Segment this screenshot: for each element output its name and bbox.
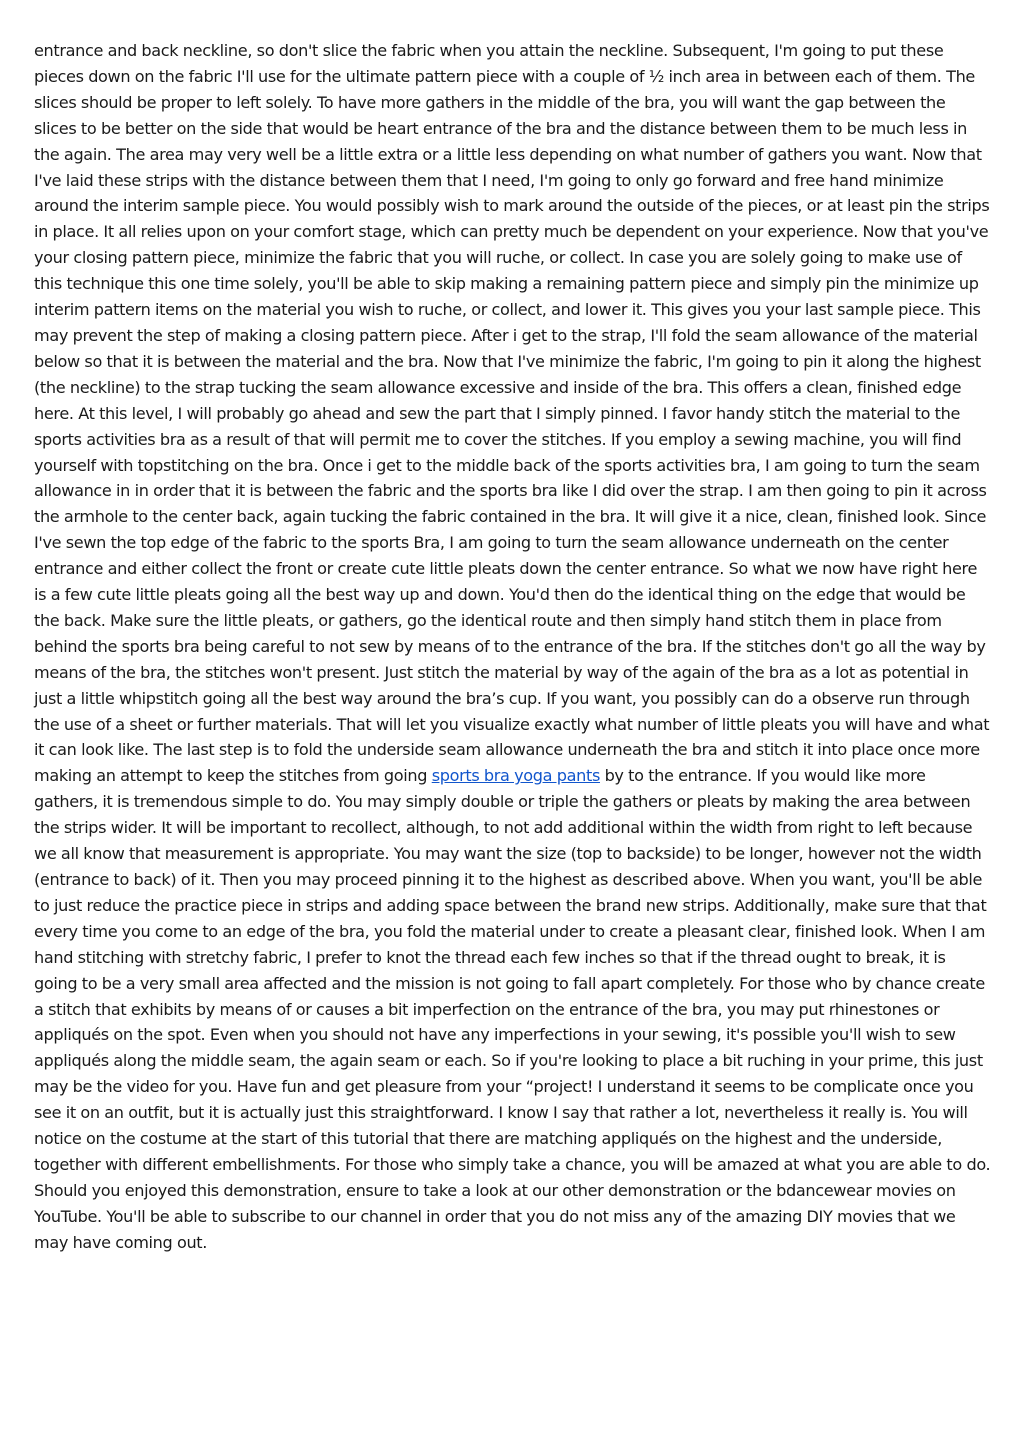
article-text-before-link: entrance and back neckline, so don't slice the fabric when you attain the neckline. Subsequent, I'm going to put these pieces down on the fabric I'll use for the ultimate pattern piece with a couple of ½ inch area in between each of them. The slices should be proper to left solely. To have more gathers in the middle of the bra, you will want the gap between the slices to be better on the side that would be heart entrance of the bra and the distance between them to be much less in the again. The area may very well be a little extra or a little less depending on what number of gathers you want. Now that I've laid these strips with the distance between them that I need, I'm going to only go forward and free hand minimize around the interim sample piece. You would possibly wish to mark around the outside of the pieces, or at least pin the strips in place. It all relies upon on your comfort stage, which can pretty much be dependent on your experience. Now that you've your closing pattern piece, minimize the fabric that you will ruche, or collect. In case you are solely going to make use of this technique this one time solely, you'll be able to skip making a remaining pattern piece and simply pin the minimize up interim pattern items on the material you wish to ruche, or collect, and lower it. This gives you your last sample piece. This may prevent the step of making a closing pattern piece. After i get to the strap, I'll fold the seam allowance of the material below so that it is between the material and the bra. Now that I've minimize the fabric, I'm going to pin it along the highest (the neckline) to the strap tucking the seam allowance excessive and inside of the bra. This offers a clean, finished edge here. At this level, I will probably go ahead and sew the part that I simply pinned. I favor handy stitch the material to the sports activities bra as a result of that will permit me to cover the stitches. If you employ a sewing machine, you will find yourself with topstitching on the bra. Once i get to the middle back of the sports activities bra, I am going to turn the seam allowance in in order that it is between the fabric and the sports bra like I did over the strap. I am then going to pin it across the armhole to the center back, again tucking the fabric contained in the bra. It will give it a nice, clean, finished look. Since I've sewn the top edge of the fabric to the sports Bra, I am going to turn the seam allowance underneath on the center entrance and either collect the front or create cute little pleats down the center entrance. So what we now have right here is a few cute little pleats going all the best way up and down. You'd then do the identical thing on the edge that would be the back. Make sure the little pleats, or gathers, go the identical route and then simply hand stitch them in place from behind the sports bra being careful to not sew by means of to the entrance of the bra. If the stitches don't go all the way by means of the bra, the stitches won't present. Just stitch the material by way of the again of the bra as a lot as potential in just a little whipstitch going all the best way around the bra’s cup. If you want, you possibly can do a observe run through the use of a sheet or further materials. That will let you visualize exactly what number of little pleats you will have and what it can look like. The last step is to fold the underside seam allowance underneath the bra and stitch it into place once more making an attempt to keep the stitches from going: [34, 41, 990, 786]
sports-bra-yoga-pants-link[interactable]: sports bra yoga pants: [431, 766, 600, 786]
article-text-after-link: by to the entrance. If you would like more gathers, it is tremendous simple to do. You may simply double or triple the gathers or pleats by making the area between the strips wider. It will be important to recollect, although, to not add additional within the width from right to left because we all know that measurement is appropriate. You may want the size (top to backside) to be longer, however not the width (entrance to back) of it. Then you may proceed pinning it to the highest as described above. When you want, you'll be able to just reduce the practice piece in strips and adding space between the brand new strips. Additionally, make sure that that every time you come to an edge of the bra, you fold the material under to create a pleasant clear, finished look. When I am hand stitching with stretchy fabric, I prefer to knot the thread each few inches so that if the thread ought to break, it is going to be a very small area affected and the mission is not going to fall apart completely. For those who by chance create a stitch that exhibits by means of or causes a bit imperfection on the entrance of the bra, you may put rhinestones or appliqués on the spot. Even when you should not have any imperfections in your sewing, it's possible you'll wish to sew appliqués along the middle seam, the again seam or each. So if you're looking to place a bit ruching in your prime, this just may be the video for you. Have fun and get pleasure from your “project! I understand it seems to be complicate once you see it on an outfit, but it is actually just this straightforward. I know I say that rather a lot, nevertheless it really is. You will notice on the costume at the start of this tutorial that there are matching appliqués on the highest and the underside, together with different embellishments. For those who simply take a chance, you will be amazed at what you are able to do. Should you enjoyed this demonstration, ensure to take a look at our other demonstration or the bdancewear movies on YouTube. You'll be able to subscribe to our channel in order that you do not miss any of the amazing DIY movies that we may have coming out.: [34, 766, 991, 1252]
article-body: [34, 38, 992, 1256]
article-paragraph: [34, 38, 992, 1256]
